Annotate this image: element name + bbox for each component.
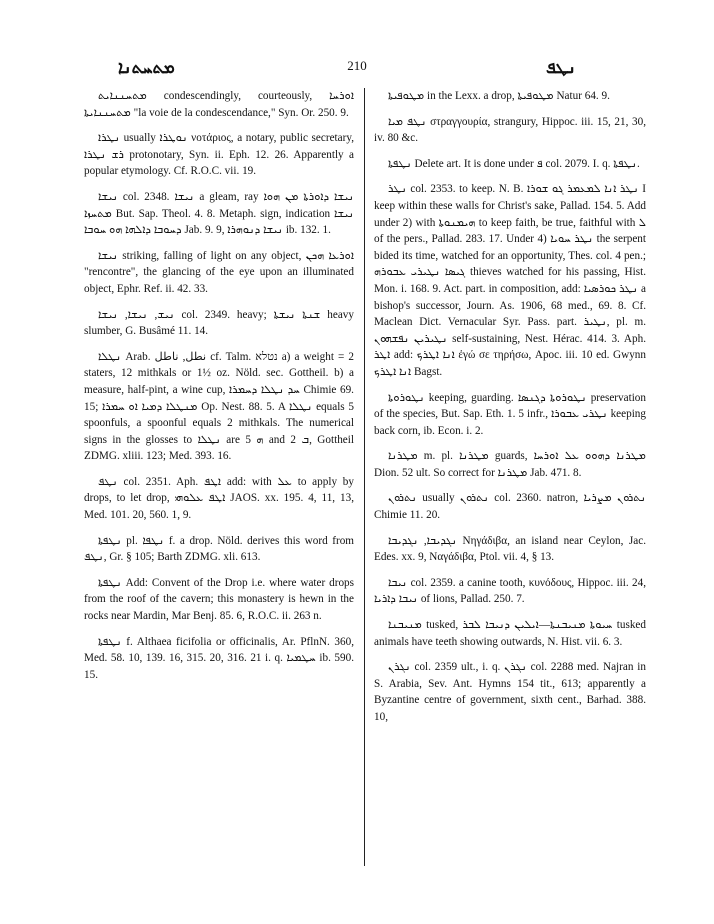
dictionary-entry: ܢܝܫ, ܢܝܫܐ, ܢܝܫܐ col. 2349. heavy; ܫܢܬܐ ܢܝܫܬܐ heavy slumber, G. Busâmé 11. 14. bbox=[84, 308, 354, 338]
dictionary-entry: ܡܬܚܢܢܐܝܬ condescendingly, courteously, ܐܘܪܚܐ ܡܬܚܢܢܐܝܬܐ "la voie de la condescendance," Syn. Or. 250. 9. bbox=[84, 90, 354, 119]
dictionary-entry: ܢܛܦܬܐ f. Althaea ficifolia or officinalis, Ar. PflnN. 360, Med. 58. 10, 139. 16, 315. 20, 316. 21 i. q. ܚܛܡܝܐ ib. 590. 15. bbox=[84, 635, 354, 681]
page-header bbox=[0, 58, 714, 82]
dictionary-entry: ܢܬܪܘܢ usually ܢܬܪܘܢ col. 2360. natron, ܢܬܪܘܢ ܡܨܪܝܐ Chimie 11. 20. bbox=[374, 492, 646, 522]
running-head-left: ܡܬܚܬܢܐ bbox=[118, 58, 175, 78]
dictionary-entry: ܡܛܪܢܐ m. pl. ܡܛܪܢܐ guards, ܡܛܪܢܐ ܕܗܘܘ ܥܠ ܐܘܪܚܐ Dion. 52 ult. So correct for ܡܛܪܢܐ Jab. 471. 8. bbox=[374, 450, 646, 479]
dictionary-entry: ܢܝܫܐ col. 2348. ܢܝܫܐ a gleam, ray ܢܝܫܐ ܕܐܘܪܬܐ ܡܢ ܗܘܐ ܡܬܚܙܐ But. Sap. Theol. 4. 8. Metaph. sign, indication ܢܝܫܐ ܕܚܘܒܐ ܕܐܠܗܐ ܗܘ ܚܘܒܐ Jab. 9. 9, ܢܝܫܐ ܕܢܘܗܪܐ ib. 132. 1. bbox=[84, 190, 355, 237]
dictionary-entry: ܢܛܪ col. 2353. to keep. N. B. ܢܛܪ ܐܢܐ ܠܡܥܡܪ ܓܘ ܫܘܪܐ I keep within these walls for Christ's sake, Pallad. 154. 5. Add under 2) with ܗܝܡܢܘܬܐ to keep faith, be true, faithful with ܠ of the pers., Pallad. 283. 17. Under 4) ܢܛܪ ܚܘܝܐ the serpent bided its time, watched for an opportunity, Thes. col. 4 pen.; ܓܝܣܐ ܢܛܝܪܝ ܥܒܘܪܗ thieves watched for his passing, Hist. Mon. i. 168. 9. Act. part. in composition, add: ܢܛܪ ܟܘܪܣܝܐ a bishop's successor, Journ. As. 1906, 68 med., 69. 8. Cf. Maclean Dict. Vernacular Syr. Pass. part. ܢܛܝܪ, pl. m. ܢܛܝܪܝܢ ܢܦܫܗܘܢ self-sustaining, Nest. Hérac. 414. 3. Aph. ܐܛܪ add: ܐܢܐ ܐܛܪܟ ἐγώ σε τηρήσω, Apoc. iii. 10 ed. Gwynn ܐܢܐ ܐܛܪܟ Bagst. bbox=[374, 183, 647, 378]
dictionary-entry: ܢܛܘܪܘܬܐ keeping, guarding. ܢܛܘܪܘܬܐ ܕܓܢܣܐ preservation of the species, But. Sap. Eth. 1. 5 infr., ܢܛܪܝ ܥܒܘܪܐ keeping back corn, ib. Econ. i. 2. bbox=[374, 391, 646, 437]
dictionary-entry: ܢܛܦܬܐ pl. ܢܛܦܐ f. a drop. Nöld. derives this word from ܢܛܦ, Gr. § 105; Barth ZDMG. xli. 613. bbox=[84, 534, 354, 564]
dictionary-entry: ܢܛܦ col. 2351. Aph. ܐܛܦ add: with ܥܠ to apply by drops, to let drop, ܐܛܦ ܥܠܘܗܝ JAOS. xx. 195. 4, 11, 13, Med. 101. 20, 560. 1, 9. bbox=[84, 475, 354, 522]
dictionary-entry: ܢܛܪܐ usually ܢܘܛܪܐ νοτάριος, a notary, public secretary, ܪܫ ܢܛܪܐ protonotary, Syn. ii. Eph. 12. 26. Apparently a popular etymology. Cf. R.O.C. vii. 19. bbox=[84, 132, 354, 178]
column-divider bbox=[364, 88, 365, 866]
dictionary-entry: ܢܓܪܢ col. 2359 ult., i. q. ܢܓܪܢ col. 2288 med. Najran in S. Arabia, Sev. Ant. Hymns 154 tit., 613; apparently a Byzantine centre of government, sixth cent., Barhad. 388. 10, bbox=[374, 661, 646, 723]
dictionary-entry: ܢܝܫܐ striking, falling of light on any object, ܐܘܪܥܐ ܗܟܢ "rencontre", the glancing of the eye upon an illuminated object, Ephr. Ref. ii. 42. 33. bbox=[84, 249, 354, 295]
dictionary-entry: ܢܛܦܬܐ Delete art. It is done under ܦ col. 2079. I. q. ܢܛܦܬܐ. bbox=[388, 157, 640, 170]
page-number: 210 bbox=[347, 58, 367, 73]
dictionary-entry: ܢܛܠܐ Arab. نطل, ناطل cf. Talm. נטלא a) a weight = 2 staters, 12 mithkals or 1½ oz. Nöld. sec. Gottheil. b) a measure, half-pint, a wine cup, ܚܕ ܢܛܠܐ ܕܚܡܪܐ Chimie 69. 15; ܡܢܛܠܐ ܕܡܝܐ ܐܘ ܚܡܪܐ Op. Nest. 88. 5. A ܢܛܠܐ equals 5 spoonfuls, a spoonful equals 2 mithkals. The numerical signs in the glosses to ܢܛܠܐ are ܗ 5 and ܒ 2, Gottheil ZDMG. xliii. 123; Med. 393. 16. bbox=[84, 350, 355, 463]
dictionary-entry: ܡܢܝܒܢܐ tusked, ܚܝܘܬܐ ܡܢܝܒܢܬܐ—ܐܝܠܝܢ ܕܢܝܒܐ ܠܒܪ tusked animals have teeth showing outwards, N. Hist. vii. 6. 3. bbox=[374, 619, 646, 648]
left-column bbox=[84, 88, 354, 692]
dictionary-entry: ܡܛܘܦܝܬܐ in the Lexx. a drop, ܡܛܘܦܝܬܐ Natur 64. 9. bbox=[388, 90, 610, 102]
dictionary-entry: ܢܝܒܐ col. 2359. a canine tooth, κυνόδους, Hippoc. iii. 24, ܢܝܒܐ ܕܐܪܝܐ of lions, Pallad. 250. 7. bbox=[374, 576, 646, 606]
dictionary-entry: ܢܛܦ ܡܝܐ στραγγουρία, strangury, Hippoc. iii. 15, 21, 30, iv. 80 &c. bbox=[374, 115, 646, 145]
dictionary-entry: ܢܓܕܝܒܐ, ܢܓܕܝܒܐ Νηγάδιβα, an island near Ceylon, Jac. Edes. xx. 9, Ναγάδιβα, Ptol. vii. 4, § 13. bbox=[374, 534, 646, 564]
running-head-right: ܢܛܦ bbox=[546, 58, 576, 78]
dictionary-entry: ܢܛܦܬܐ Add: Convent of the Drop i.e. where water drops from the roof of the cavern; this monastery is hewn in the rocks near Mardin, Mar Benj. 85. 6, R.O.C. ii. 263 n. bbox=[84, 576, 354, 623]
right-column bbox=[374, 88, 646, 735]
